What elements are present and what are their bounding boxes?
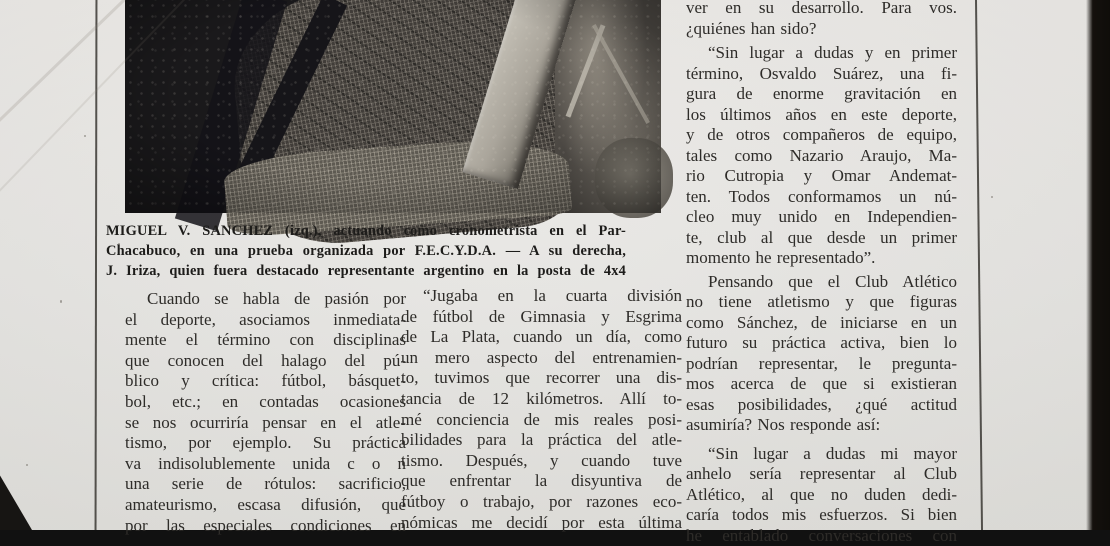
text-line: esas posibilidades, ¿qué actitud bbox=[686, 395, 957, 416]
text-line: te, club al que desde un primer bbox=[686, 228, 957, 249]
text-line: “Sin lugar a dudas y en primer bbox=[686, 43, 957, 64]
bottom-left-corner-shadow bbox=[0, 468, 32, 530]
article-column-middle bbox=[401, 286, 682, 533]
text-line: anhelo sería representar al Club bbox=[686, 464, 957, 485]
article-photo bbox=[125, 0, 661, 213]
text-line: podrían representar, le pregunta- bbox=[686, 354, 957, 375]
left-page-rule bbox=[95, 0, 98, 530]
text-line: tales como Nazario Araujo, Ma- bbox=[686, 146, 957, 167]
text-line: un mero aspecto del entrenamien- bbox=[401, 348, 682, 369]
text-line: cleo muy unido en Independien- bbox=[686, 207, 957, 228]
paper-speck bbox=[84, 135, 86, 137]
text-line: asumiría? Nos responde así: bbox=[686, 415, 957, 436]
caption-line: J. Iriza, quien fuera destacado representante argentino en la posta de 4x4 bbox=[106, 261, 626, 281]
text-line: que conocen del halago del pú- bbox=[125, 351, 406, 372]
caption-line: MIGUEL V. SANCHEZ (izq.), actuando como cronometrista en el Par- bbox=[106, 221, 626, 241]
text-line: ten. Todos conformamos un nú- bbox=[686, 187, 957, 208]
photo-caption bbox=[106, 221, 626, 281]
article-column-left bbox=[125, 289, 406, 536]
text-line: por las especiales condiciones en bbox=[125, 516, 406, 537]
text-line: fútboy o trabajo, por razones eco- bbox=[401, 492, 682, 513]
text-line: bol, etc.; en contadas ocasiones bbox=[125, 392, 406, 413]
text-line: blico y crítica: fútbol, básquet- bbox=[125, 371, 406, 392]
text-line: bilidades para la práctica del atle- bbox=[401, 430, 682, 451]
text-line: Cuando se habla de pasión por bbox=[125, 289, 406, 310]
text-line: tismo. Después, y cuando tuve bbox=[401, 451, 682, 472]
text-line: tismo, por ejemplo. Su práctica bbox=[125, 433, 406, 454]
text-line: amateurismo, escasa difusión, que bbox=[125, 495, 406, 516]
text-line: no tiene atletismo y que figuras bbox=[686, 292, 957, 313]
text-line: va indisolublemente unida c o n bbox=[125, 454, 406, 475]
text-line: ver en su desarrollo. Para vos. bbox=[686, 0, 957, 19]
right-page-rule bbox=[975, 0, 983, 530]
text-line: el deporte, asociamos inmediata- bbox=[125, 310, 406, 331]
page-edge-shadow bbox=[1086, 0, 1110, 530]
text-line: “Sin lugar a dudas mi mayor bbox=[686, 444, 957, 465]
text-line: como Sánchez, de iniciarse en un bbox=[686, 313, 957, 334]
text-line: nómicas me decidí por esta última bbox=[401, 513, 682, 534]
photo-vignette bbox=[125, 0, 661, 213]
text-line: Pensando que el Club Atlético bbox=[686, 272, 957, 293]
text-line: de La Plata, cuando un día, como bbox=[401, 327, 682, 348]
text-line: término, Osvaldo Suárez, una fi- bbox=[686, 64, 957, 85]
text-line: tancia de 12 kilómetros. Allí to- bbox=[401, 389, 682, 410]
text-line: Atlético, al que no duden dedi- bbox=[686, 485, 957, 506]
article-column-right bbox=[686, 0, 957, 546]
text-line: los últimos años en este deporte, bbox=[686, 105, 957, 126]
text-line: he entablado conversaciones con bbox=[686, 526, 957, 546]
text-line: futuro su práctica activa, bien lo bbox=[686, 333, 957, 354]
text-line: ¿quiénes han sido? bbox=[686, 19, 957, 40]
text-line: mente el término con disciplinas bbox=[125, 330, 406, 351]
text-line: gura de enorme gravitación en bbox=[686, 84, 957, 105]
text-line: mos acerca de que si existieran bbox=[686, 374, 957, 395]
text-line: “Jugaba en la cuarta división bbox=[401, 286, 682, 307]
text-line: caría todos mis esfuerzos. Si bien bbox=[686, 505, 957, 526]
text-line: una serie de rótulos: sacrificio, bbox=[125, 474, 406, 495]
paper-speck bbox=[60, 300, 62, 303]
text-line: mé conciencia de mis reales posi- bbox=[401, 410, 682, 431]
text-line: to, tuvimos que recorrer una dis- bbox=[401, 368, 682, 389]
text-line: momento he representado”. bbox=[686, 248, 957, 269]
text-line: de fútbol de Gimnasia y Esgrima bbox=[401, 307, 682, 328]
paper-speck bbox=[991, 196, 993, 198]
caption-line: Chacabuco, en una prueba organizada por F.E.C.Y.D.A. — A su derecha, bbox=[106, 241, 626, 261]
text-line: se nos ocurriría pensar en el atle- bbox=[125, 413, 406, 434]
text-line: rio Cutropia y Omar Andemat- bbox=[686, 166, 957, 187]
paper-speck bbox=[26, 464, 28, 466]
text-line: que enfrentar la disyuntiva de bbox=[401, 471, 682, 492]
text-line: y de otros compañeros de equipo, bbox=[686, 125, 957, 146]
